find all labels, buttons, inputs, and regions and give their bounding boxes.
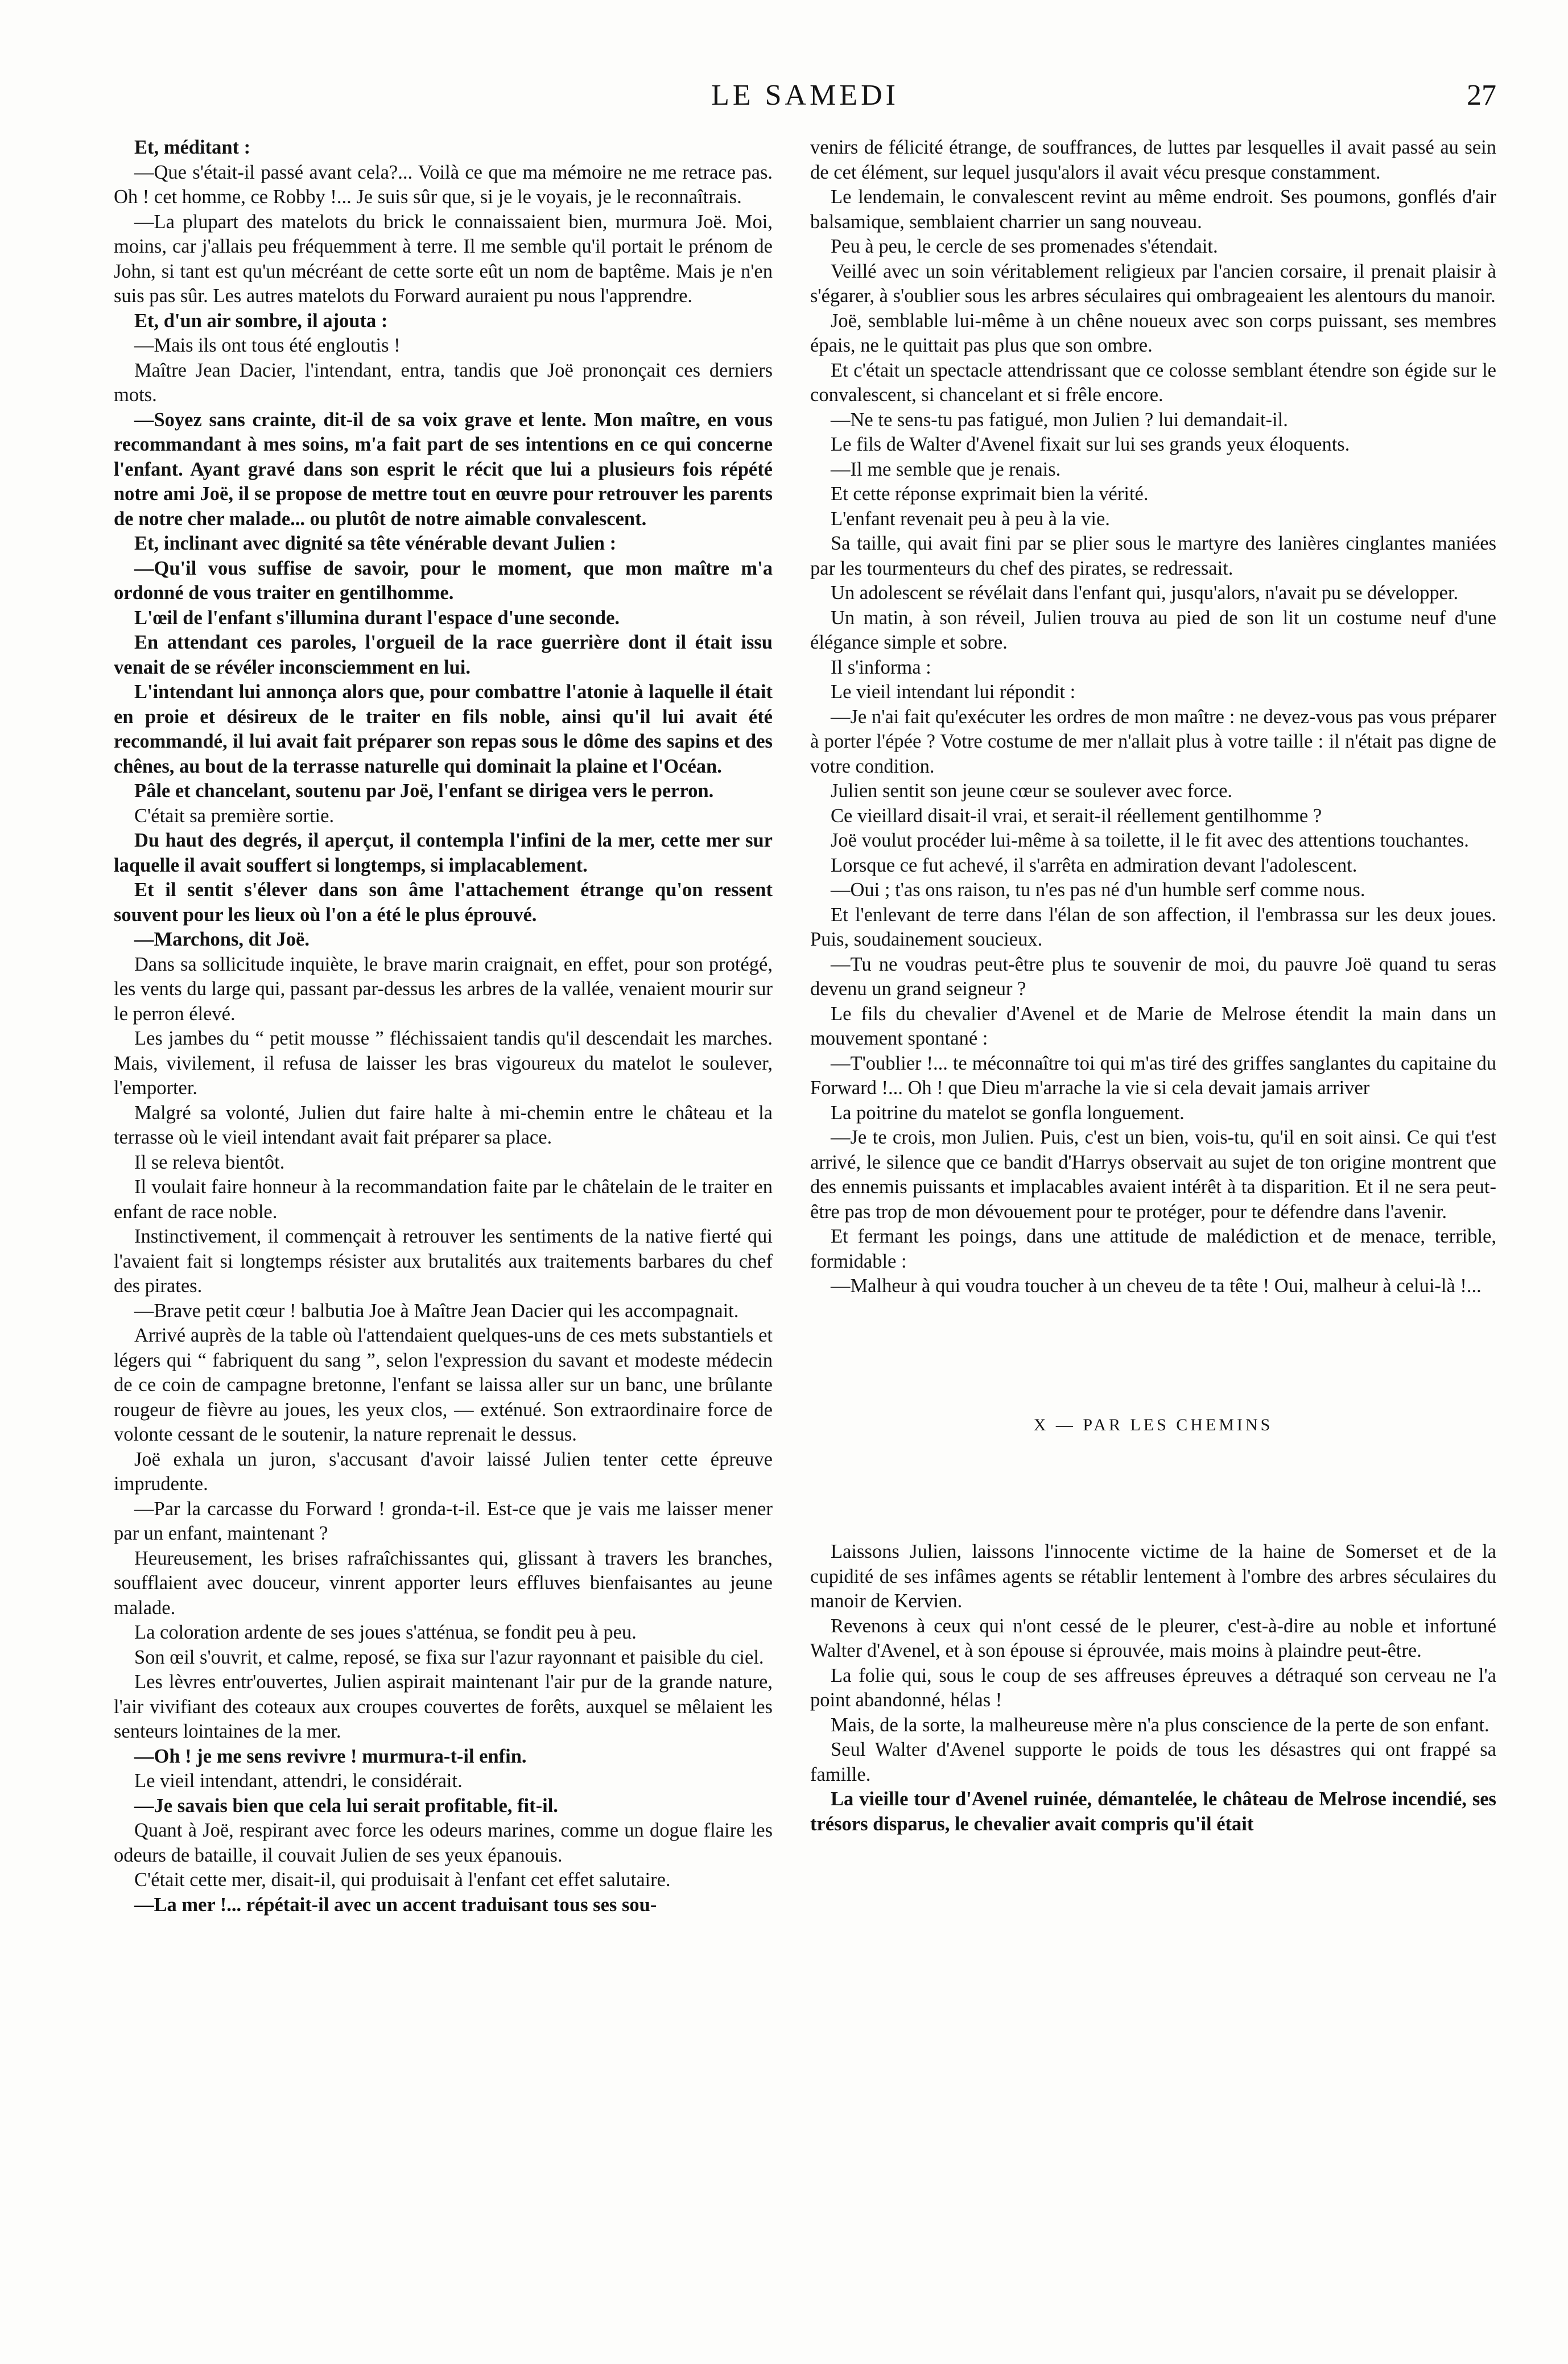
paragraph: Et cette réponse exprimait bien la vérité. [831, 483, 1149, 505]
paragraph: —Oui ; t'as ons raison, tu n'es pas né d'un humble serf comme nous. [831, 879, 1365, 901]
paragraph: Seul Walter d'Avenel supporte le poids de tous les désastres qui ont frappé sa famille. [810, 1739, 1496, 1785]
paragraph: Pâle et chancelant, soutenu par Joë, l'enfant se dirigea vers le perron. [134, 780, 714, 802]
right-column [810, 135, 1496, 2343]
paragraph: Un adolescent se révélait dans l'enfant qui, jusqu'alors, n'avait pu se développer. [831, 582, 1459, 604]
paragraph: Le lendemain, le convalescent revint au même endroit. Ses poumons, gonflés d'air balsamique, semblaient charrier un sang nouveau. [810, 186, 1496, 233]
paragraph: —T'oublier !... te méconnaître toi qui m'as tiré des griffes sanglantes du capitaine du Forward !... Oh ! que Dieu m'arrache la vie si cela devait jamais arriver [810, 1052, 1496, 1099]
paragraph: Joë exhala un juron, s'accusant d'avoir laissé Julien tenter cette épreuve imprudente. [114, 1448, 773, 1495]
paragraph: —Mais ils ont tous été engloutis ! [134, 335, 401, 356]
paragraph: Le vieil intendant, attendri, le considérait. [134, 1770, 463, 1792]
paragraph: Les jambes du “ petit mousse ” fléchissaient tandis qu'il descendait les marches. Mais, vivilement, il refusa de laisser les bras vigoureux du matelot le soulever, l'emporter. [114, 1028, 773, 1099]
paragraph: Le fils du chevalier d'Avenel et de Marie de Melrose étendit la main dans un mouvement spontané : [810, 1002, 1496, 1049]
paragraph: Lorsque ce fut achevé, il s'arrêta en admiration devant l'adolescent. [831, 854, 1357, 876]
paragraph: Et c'était un spectacle attendrissant que ce colosse semblant étendre son égide sur le convalescent, si chancelant et si frêle encore. [810, 359, 1496, 406]
paragraph: La coloration ardente de ses joues s'atténua, se fondit peu à peu. [134, 1622, 637, 1643]
paragraph: —Soyez sans crainte, dit-il de sa voix grave et lente. Mon maître, en vous recommandant à mes soins, m'a fait part de ses intentions en ce qui concerne l'enfant. Ayant gravé dans son esprit le récit que lui a plusieurs fois répété notre ami Joë, il se propose de mettre tout en œuvre pour retrouver les parents de notre cher malade... ou plutôt de notre aimable convalescent. [114, 409, 773, 530]
paragraph: Il s'informa : [831, 656, 931, 678]
paragraph: C'était cette mer, disait-il, qui produisait à l'enfant cet effet salutaire. [134, 1869, 671, 1891]
paragraph: —La mer !... répétait-il avec un accent traduisant tous ses sou- [134, 1893, 657, 1916]
paragraph: Heureusement, les brises rafraîchissantes qui, glissant à travers les branches, soufflaient avec douceur, vinrent apporter leurs effluves bienfaisantes au jeune malade. [114, 1547, 773, 1619]
paragraph: —Je n'ai fait qu'exécuter les ordres de mon maître : ne devez-vous pas vous préparer à porter l'épée ? Votre costume de mer n'allait plus à votre taille : il n'était pas digne de votre condition. [810, 706, 1496, 777]
paragraph: Instinctivement, il commençait à retrouver les sentiments de la native fierté qui l'avaient fait si longtemps résister aux brutalités aux traitements barbares du chef des pirates. [114, 1226, 773, 1297]
paragraph: Mais, de la sorte, la malheureuse mère n'a plus conscience de la perte de son enfant. [831, 1714, 1489, 1736]
paragraph: —Malheur à qui voudra toucher à un cheveu de ta tête ! Oui, malheur à celui-là !... [831, 1275, 1482, 1297]
paragraph: Et l'enlevant de terre dans l'élan de son affection, il l'embrassa sur les deux joues. Puis, soudainement soucieux. [810, 903, 1496, 950]
paragraph: L'œil de l'enfant s'illumina durant l'espace d'une seconde. [134, 607, 620, 629]
page-header [114, 79, 1496, 124]
paragraph: —La plupart des matelots du brick le connaissaient bien, murmura Joë. Moi, moins, car j'allais peu fréquemment à terre. Il me semble qu'il portait le prénom de John, si tant est qu'un mécréant de cette sorte eût un nom de baptême. Mais je n'en suis pas sûr. Les autres matelots du Forward auraient pu nous l'apprendre. [114, 211, 773, 307]
paragraph: Et, inclinant avec dignité sa tête vénérable devant Julien : [134, 533, 617, 554]
paragraph: La vieille tour d'Avenel ruinée, démantelée, le château de Melrose incendié, ses trésors disparus, le chevalier avait compris qu'il était [810, 1788, 1496, 1835]
paragraph: La folie qui, sous le coup de ses affreuses épreuves a détraqué son cerveau ne l'a point abandonné, hélas ! [810, 1664, 1496, 1711]
paragraph: —Marchons, dit Joë. [134, 929, 310, 950]
paragraph: En attendant ces paroles, l'orgueil de la race guerrière dont il était issu venait de se révéler inconsciemment en lui. [114, 632, 773, 678]
paragraph: —Que s'était-il passé avant cela?... Voilà ce que ma mémoire ne me retrace pas. Oh ! cet homme, ce Robby !... Je suis sûr que, si je le voyais, je le reconnaîtrais. [114, 161, 773, 208]
paragraph: Et, d'un air sombre, il ajouta : [134, 310, 388, 332]
paragraph: Du haut des degrés, il aperçut, il contempla l'infini de la mer, cette mer sur laquelle il avait souffert si longtemps, si implacablement. [114, 830, 773, 876]
paragraph: Ce vieillard disait-il vrai, et serait-il réellement gentilhomme ? [831, 804, 1322, 827]
paragraph: La poitrine du matelot se gonfla longuement. [831, 1101, 1185, 1124]
paragraph: —Je te crois, mon Julien. Puis, c'est un bien, vois-tu, qu'il en soit ainsi. Ce qui t'est arrivé, le silence que ce bandit d'Harrys observait au sujet de ton origine montrent que des ennemis puissants et implacables avaient intérêt à ta disparition. Et il ne sera peut-être pas trop de mon dévouement pour te protéger, pour te défendre dans l'avenir. [810, 1127, 1496, 1223]
paragraph: Peu à peu, le cercle de ses promenades s'étendait. [831, 236, 1218, 257]
paragraph: Maître Jean Dacier, l'intendant, entra, tandis que Joë prononçait ces derniers mots. [114, 359, 773, 406]
paragraph: Le fils de Walter d'Avenel fixait sur lui ses grands yeux éloquents. [831, 434, 1350, 455]
left-column [114, 135, 773, 2343]
paragraph: Malgré sa volonté, Julien dut faire halte à mi-chemin entre le château et la terrasse où le vieil intendant avait fait préparer sa place. [114, 1101, 773, 1148]
paragraph: Son œil s'ouvrit, et calme, reposé, se fixa sur l'azur rayonnant et paisible du ciel. [134, 1646, 764, 1668]
paragraph: —Je savais bien que cela lui serait profitable, fit-il. [134, 1794, 558, 1817]
page-number: 27 [1467, 79, 1496, 112]
paragraph: Julien sentit son jeune cœur se soulever avec force. [831, 780, 1233, 802]
paragraph: Les lèvres entr'ouvertes, Julien aspirait maintenant l'air pur de la grande nature, l'air vivifiant des coteaux aux croupes couvertes de forêts, auxquel se mêlaient les senteurs lointaines de la mer. [114, 1671, 773, 1742]
paragraph: —Brave petit cœur ! balbutia Joe à Maître Jean Dacier qui les accompagnait. [134, 1299, 739, 1322]
paragraph: Laissons Julien, laissons l'innocente victime de la haine de Somerset et de la cupidité de ses infâmes agents se rétablir lentement à l'ombre des arbres séculaires du manoir de Kervien. [810, 1541, 1496, 1612]
paragraph: L'intendant lui annonça alors que, pour combattre l'atonie à laquelle il était en proie et désireux de le traiter en fils noble, ainsi qu'il lui avait été recommandé, il lui avait fait préparer son repas sous le dôme des sapins et des chênes, au bout de la terrasse naturelle qui dominait la plaine et l'Océan. [114, 681, 773, 777]
paragraph: Sa taille, qui avait fini par se plier sous le martyre des lanières cinglantes maniées par les tourmenteurs du chef des pirates, se redressait. [810, 533, 1496, 579]
paragraph: Il se releva bientôt. [134, 1151, 285, 1173]
paragraph: Et il sentit s'élever dans son âme l'attachement étrange qu'on ressent souvent pour les lieux où l'on a été le plus éprouvé. [114, 879, 773, 926]
paragraph: Il voulait faire honneur à la recommandation faite par le châtelain de le traiter en enfant de race noble. [114, 1176, 773, 1223]
paragraph: —Ne te sens-tu pas fatigué, mon Julien ? lui demandait-il. [831, 409, 1288, 431]
paragraph: Dans sa sollicitude inquiète, le brave marin craignait, en effet, pour son protégé, les vents du large qui, passant par-dessus les arbres de la vallée, venaient mourir sur le perron élevé. [114, 953, 773, 1025]
paragraph: Joë voulut procéder lui-même à sa toilette, il le fit avec des attentions touchantes. [831, 830, 1469, 851]
paragraph: —Par la carcasse du Forward ! gronda-t-il. Est-ce que je vais me laisser mener par un enfant, maintenant ? [114, 1497, 773, 1544]
paragraph: —Tu ne voudras peut-être plus te souvenir de moi, du pauvre Joë quand tu seras devenu un grand seigneur ? [810, 953, 1496, 1000]
paragraph: Et, méditant : [134, 137, 251, 158]
paragraph: Un matin, à son réveil, Julien trouva au pied de son lit un costume neuf d'une élégance simple et sobre. [810, 607, 1496, 653]
paragraph: venirs de félicité étrange, de souffrances, de luttes par lesquelles il avait passé au sein de cet élément, sur lequel jusqu'alors il avait vécu presque constamment. [810, 137, 1496, 183]
paragraph: Et fermant les poings, dans une attitude de malédiction et de menace, terrible, formidable : [810, 1226, 1496, 1272]
paragraph: Quant à Joë, respirant avec force les odeurs marines, comme un dogue flaire les odeurs de bataille, il couvait Julien de ses yeux épanouis. [114, 1820, 773, 1866]
journal-title: LE SAMEDI [711, 79, 899, 112]
chapter-heading: X — PAR LES CHEMINS [1033, 1415, 1273, 1434]
paragraph: —Oh ! je me sens revivre ! murmura-t-il enfin. [134, 1745, 527, 1767]
paragraph: Le vieil intendant lui répondit : [831, 681, 1076, 703]
paragraph: C'était sa première sortie. [134, 804, 335, 827]
paragraph: Revenons à ceux qui n'ont cessé de le pleurer, c'est-à-dire au noble et infortuné Walter d'Avenel, et à son épouse si éprouvée, mais moins à plaindre peut-être. [810, 1615, 1496, 1661]
paragraph: Arrivé auprès de la table où l'attendaient quelques-uns de ces mets substantiels et légers qui “ fabriquent du sang ”, selon l'expression du savant et modeste médecin de ce coin de campagne bretonne, l'enfant se laissa aller sur un banc, une brûlante rougeur de fièvre au joues, les yeux clos, — exténué. Son extraordinaire force de volonte cessant de le soutenir, la nature reprenait le dessus. [114, 1325, 773, 1445]
paragraph: Joë, semblable lui-même à un chêne noueux avec son corps puissant, ses membres épais, ne le quittait pas plus que son ombre. [810, 310, 1496, 356]
paragraph: —Il me semble que je renais. [831, 458, 1061, 480]
paragraph: Veillé avec un soin véritablement religieux par l'ancien corsaire, il prenait plaisir à s'égarer, à s'oublier sous les arbres séculaires qui ombrageaient les alentours du manoir. [810, 260, 1496, 307]
paragraph: —Qu'il vous suffise de savoir, pour le moment, que mon maître m'a ordonné de vous traiter en gentilhomme. [114, 557, 773, 604]
paragraph: L'enfant revenait peu à peu à la vie. [831, 508, 1110, 530]
